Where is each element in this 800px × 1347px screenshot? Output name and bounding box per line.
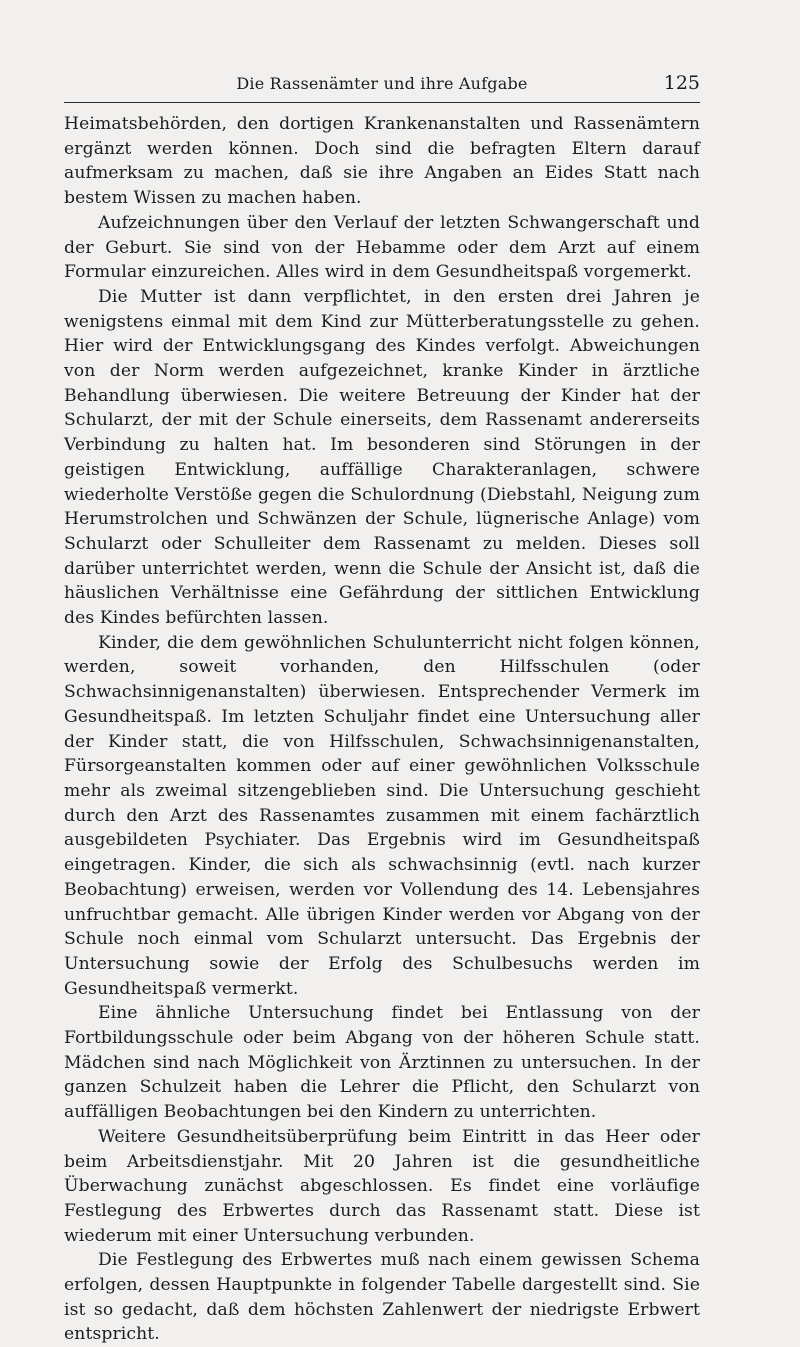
page-header: [64, 70, 700, 98]
paragraph: Aufzeichnungen über den Verlauf der letzten Schwangerschaft und der Geburt. Sie sind von der Hebamme oder dem Arzt auf einem Formular einzureichen. Alles wird in dem Gesundheitspaß vorgemerkt.: [64, 212, 700, 283]
paragraph: Die Mutter ist dann verpflichtet, in den ersten drei Jahren je wenigstens einmal mit dem Kind zur Mütterberatungsstelle zu gehen. Hier wird der Entwicklungsgang des Kindes verfolgt. Abweichungen von der Norm werden aufgezeichnet, kranke Kinder in ärztliche Behandlung überwiesen. Die weitere Betreuung der Kinder hat der Schularzt, der mit der Schule einerseits, dem Rassenamt andererseits Verbindung zu halten hat. Im besonderen sind Störungen in der geistigen Entwicklung, auffällige Charakteranlagen, schwere wiederholte Verstöße gegen die Schulordnung (Diebstahl, Neigung zum Herumstrolchen und Schwänzen der Schule, lügnerische Anlage) vom Schularzt oder Schulleiter dem Rassenamt zu melden. Dieses soll darüber unterrichtet werden, wenn die Schule der Ansicht ist, daß die häuslichen Verhältnisse eine Gefährdung der sittlichen Entwicklung des Kindes befürchten lassen.: [64, 286, 700, 629]
paragraph: Weitere Gesundheitsüberprüfung beim Eintritt in das Heer oder beim Arbeitsdienstjahr. Mit 20 Jahren ist die gesundheitliche Überwachung zunächst abgeschlossen. Es findet eine vorläufige Festlegung des Erbwertes durch das Rassenamt statt. Diese ist wiederum mit einer Untersuchung verbunden.: [64, 1126, 700, 1246]
paragraph: Heimatsbehörden, den dortigen Krankenanstalten und Rassenämtern ergänzt werden können. Doch sind die befragten Eltern darauf aufmerksam zu machen, daß sie ihre Angaben an Eides Statt nach bestem Wissen zu machen haben.: [64, 114, 700, 209]
paragraph: Kinder, die dem gewöhnlichen Schulunterricht nicht folgen können, werden, soweit vorhanden, den Hilfsschulen (oder Schwachsinnigenanstalten) überwiesen. Entsprechender Vermerk im Gesundheitspaß. Im letzten Schuljahr findet eine Untersuchung aller der Kinder statt, die von Hilfsschulen, Schwachsinnigenanstalten, Fürsorgeanstalten kommen oder auf einer gewöhnlichen Volksschule mehr als zweimal sitzengeblieben sind. Die Untersuchung geschieht durch den Arzt des Rassenamtes zusammen mit einem fachärztlich ausgebildeten Psychiater. Das Ergebnis wird im Gesundheitspaß eingetragen. Kinder, die sich als schwachsinnig (evtl. nach kurzer Beobachtung) erweisen, werden vor Vollendung des 14. Lebensjahres unfruchtbar gemacht. Alle übrigen Kinder werden vor Abgang von der Schule noch einmal vom Schularzt untersucht. Das Ergebnis der Untersuchung sowie der Erfolg des Schulbesuchs werden im Gesundheitspaß vermerkt.: [64, 632, 700, 999]
body-text: [64, 112, 700, 1347]
page-number: 125: [663, 72, 700, 94]
header-rule: [64, 102, 700, 103]
running-title: Die Rassenämter und ihre Aufgabe: [236, 74, 528, 93]
paragraph: Eine ähnliche Untersuchung findet bei Entlassung von der Fortbildungsschule oder beim Abgang von der höheren Schule statt. Mädchen sind nach Möglichkeit von Ärztinnen zu untersuchen. In der ganzen Schulzeit haben die Lehrer die Pflicht, den Schularzt von auffälligen Beobachtungen bei den Kindern zu unterrichten.: [64, 1003, 700, 1123]
paragraph: Die Festlegung des Erbwertes muß nach einem gewissen Schema erfolgen, dessen Hauptpunkte in folgender Tabelle dargestellt sind. Sie ist so gedacht, daß dem höchsten Zahlenwert der niedrigste Erbwert entspricht.: [64, 1250, 700, 1345]
